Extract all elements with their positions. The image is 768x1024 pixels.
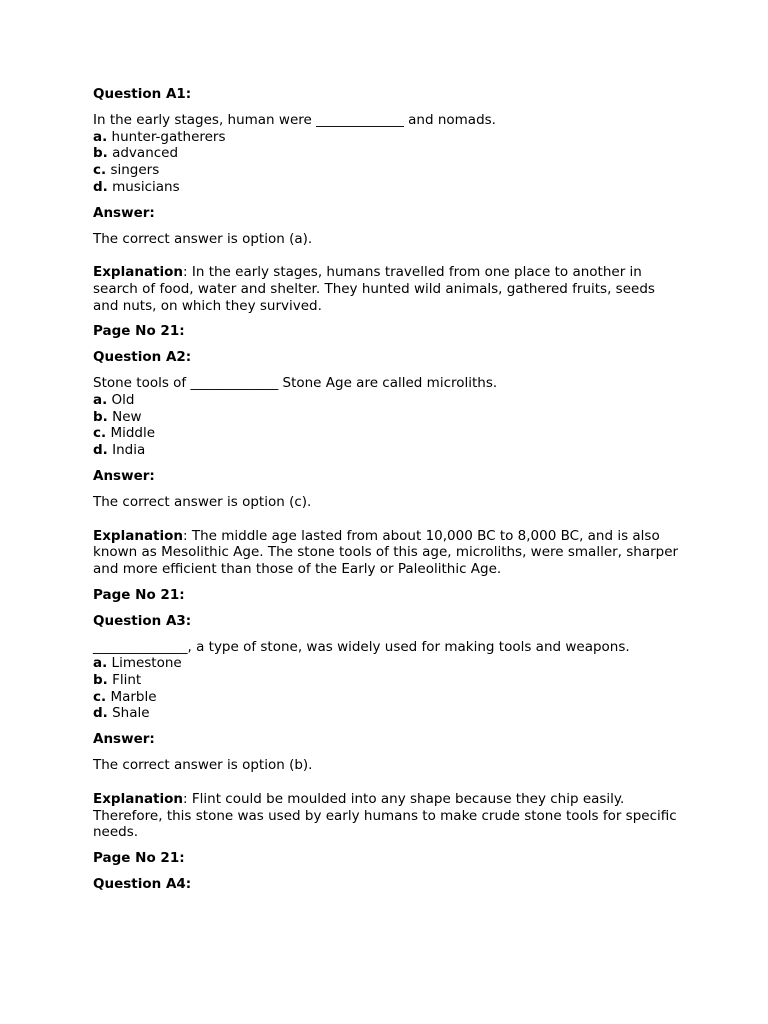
option-text: singers — [110, 162, 160, 179]
option-text: Middle — [110, 425, 156, 442]
option-item — [93, 392, 683, 409]
correct-answer-text: The correct answer is option (b). — [93, 757, 313, 774]
option-text: New — [112, 408, 142, 425]
option-item — [93, 672, 683, 689]
option-text: India — [112, 442, 146, 459]
question-text: In the early stages, human were _____________ and nomads. — [93, 112, 496, 128]
page-number-heading: Page No 21: — [93, 586, 185, 603]
option-text: Flint — [112, 672, 142, 689]
option-item — [93, 689, 683, 706]
correct-answer-text: The correct answer is option (a). — [93, 230, 313, 247]
explanation-label: Explanation — [93, 527, 184, 544]
option-text: advanced — [112, 145, 179, 162]
question-heading: Question A4: — [93, 875, 192, 892]
options-list — [93, 392, 683, 459]
option-letter: d. — [93, 705, 108, 722]
explanation-text: : Flint could be moulded into any shape because they chip easily. Therefore, this stone was used by early humans to make crude stone tools for specific needs. — [93, 790, 677, 841]
option-letter: d. — [93, 442, 108, 459]
explanation — [93, 528, 683, 578]
option-item — [93, 705, 683, 722]
options-list — [93, 655, 683, 722]
explanation-text: : In the early stages, humans travelled from one place to another in search of food, water and shelter. They hunted wild animals, gathered fruits, seeds and nuts, on which they survived. — [93, 264, 655, 314]
option-item — [93, 179, 683, 196]
question-block — [93, 349, 683, 603]
option-letter: a. — [93, 128, 108, 145]
question-block — [93, 86, 683, 340]
option-item — [93, 655, 683, 672]
question-heading: Question A3: — [93, 612, 192, 629]
option-letter: a. — [93, 655, 108, 672]
option-letter: b. — [93, 145, 108, 162]
option-text: hunter-gatherers — [111, 128, 226, 145]
document-body — [93, 86, 683, 893]
option-letter: c. — [93, 425, 107, 442]
option-text: Shale — [112, 705, 150, 722]
page-number-heading: Page No 21: — [93, 849, 185, 866]
option-letter: d. — [93, 178, 108, 195]
explanation — [93, 264, 683, 314]
question-block — [93, 613, 683, 867]
question-heading: Question A1: — [93, 86, 192, 102]
question-block — [93, 876, 683, 893]
answer-heading: Answer: — [93, 467, 155, 484]
answer-heading: Answer: — [93, 204, 155, 221]
option-text: Marble — [110, 688, 157, 705]
option-item — [93, 442, 683, 459]
options-list — [93, 129, 683, 196]
option-item — [93, 129, 683, 146]
option-item — [93, 145, 683, 162]
option-letter: c. — [93, 162, 107, 179]
explanation-label: Explanation — [93, 264, 184, 281]
option-item — [93, 409, 683, 426]
explanation-text: : The middle age lasted from about 10,000 BC to 8,000 BC, and is also known as Mesolithic Age. The stone tools of this age, microliths, were smaller, sharper and more efficient than those of the Early or Paleolithic Age. — [93, 527, 679, 577]
question-heading: Question A2: — [93, 349, 192, 366]
correct-answer-text: The correct answer is option (c). — [93, 493, 312, 510]
question-text: Stone tools of _____________ Stone Age are called microliths. — [93, 375, 498, 392]
option-text: musicians — [112, 178, 180, 195]
option-item — [93, 162, 683, 179]
explanation-label: Explanation — [93, 790, 184, 807]
answer-heading: Answer: — [93, 731, 155, 748]
explanation — [93, 791, 683, 841]
option-text: Old — [111, 392, 135, 409]
option-letter: a. — [93, 392, 108, 409]
question-text: ______________, a type of stone, was widely used for making tools and weapons. — [93, 638, 630, 655]
option-letter: b. — [93, 672, 108, 689]
option-letter: b. — [93, 408, 108, 425]
option-letter: c. — [93, 688, 107, 705]
page-number-heading: Page No 21: — [93, 323, 185, 340]
option-text: Limestone — [111, 655, 182, 672]
option-item — [93, 425, 683, 442]
